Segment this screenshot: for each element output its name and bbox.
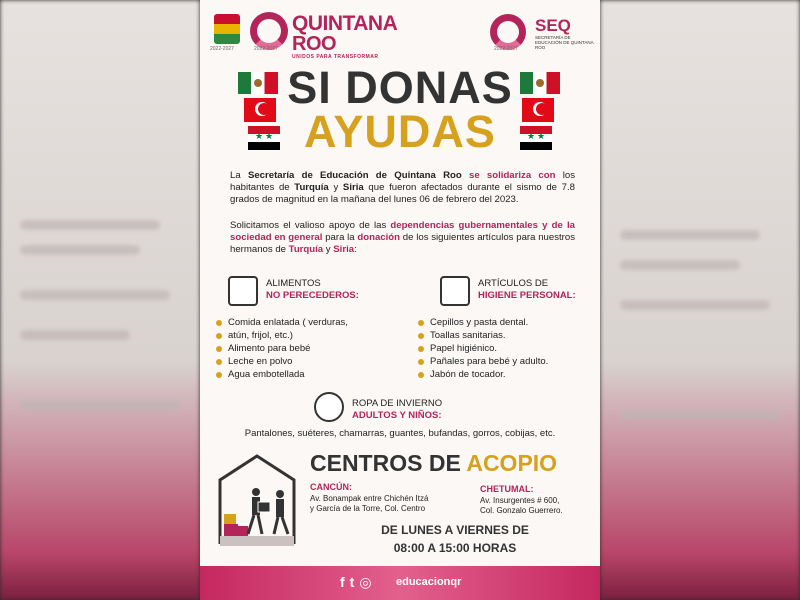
blur-line (620, 230, 760, 240)
title-line2: AYUDAS (304, 106, 496, 157)
chetumal-address (480, 496, 563, 516)
text-segment: y (328, 182, 343, 193)
blur-line (20, 330, 130, 340)
list-item: Agua embotellada (214, 368, 348, 381)
star-icon: ★ (527, 131, 536, 141)
intro-paragraph (230, 170, 575, 206)
text-segment: los habitantes de (230, 170, 576, 193)
cancun-city-label: CANCÚN: (310, 482, 352, 492)
state-emblem-icon (214, 14, 240, 44)
cancun-address (310, 494, 428, 514)
list-item: Comida enlatada ( verduras, (214, 316, 348, 329)
country-name: Turquía (294, 182, 329, 193)
social-handle[interactable]: educacionqr (396, 576, 462, 588)
text-segment: y (323, 244, 334, 255)
text-segment (462, 170, 469, 181)
blur-line (20, 290, 170, 300)
winter-clothes-icon (314, 392, 344, 422)
blur-line (20, 400, 180, 410)
centers-title-part2: ACOPIO (466, 450, 558, 476)
seq-year: 2022-2027 (494, 46, 518, 52)
list-item: Alimento para bebé (214, 342, 348, 355)
seq-name: SEQ (535, 16, 571, 35)
chetumal-address-line1: Av. Insurgentes # 600, (480, 496, 560, 505)
footer-band (200, 566, 600, 600)
list-item: atún, frijol, etc.) (214, 329, 348, 342)
schedule-days: DE LUNES A VIERNES DE (381, 523, 529, 537)
facebook-icon[interactable]: f (340, 574, 345, 590)
brand-name-line2: ROO (292, 33, 337, 55)
twitter-icon[interactable]: t (349, 574, 355, 590)
blur-line (620, 300, 770, 310)
list-item: Leche en polvo (214, 355, 348, 368)
text-segment: Solicitamos el valioso apoyo de las (230, 220, 391, 231)
blur-line (620, 410, 780, 420)
collection-center-illustration (216, 452, 298, 548)
list-item: Pañales para bebé y adulto. (416, 355, 548, 368)
clothing-description: Pantalones, suéteres, chamarras, guantes, bufandas, gorros, cobijas, etc. (244, 428, 556, 439)
request-paragraph (230, 220, 575, 256)
text-segment: para la (322, 232, 358, 243)
centers-title-part1: CENTROS DE (310, 450, 467, 476)
star-icon: ★ (537, 131, 546, 141)
schedule-hours: 08:00 A 15:00 HORAS (393, 541, 517, 555)
food-title: ALIMENTOS (266, 278, 321, 289)
text-segment: La (230, 170, 248, 181)
brand-name-line1: QUINTANA (292, 12, 398, 35)
text-segment: de los siguientes artículos para nuestros hermanos de (230, 232, 575, 255)
donation-poster (200, 0, 600, 600)
blur-line (20, 220, 160, 230)
star-icon: ★ (255, 131, 264, 141)
instagram-icon[interactable]: ◎ (359, 574, 372, 590)
highlight-text: se solidariza con (469, 170, 556, 181)
poster-header (200, 8, 600, 58)
list-item: Papel higiénico. (416, 342, 548, 355)
star-icon: ★ (265, 131, 274, 141)
cancun-address-line2: y García de la Torre, Col. Centro (310, 504, 426, 513)
quintana-roo-logo-icon (250, 12, 288, 50)
list-item: Jabón de tocador. (416, 368, 548, 381)
canned-food-icon (228, 276, 258, 306)
hygiene-products-icon (440, 276, 470, 306)
org-name: Secretaría de Educación de Quintana Roo (247, 170, 462, 181)
title-line1: SI DONAS (287, 62, 513, 113)
chetumal-city-label: CHETUMAL: (480, 484, 534, 494)
highlight-text: dependencias gubernamentales y de la sociedad en general (230, 220, 575, 243)
gov-year: 2022-2027 (210, 46, 234, 52)
hygiene-title: ARTÍCULOS DE (478, 278, 549, 289)
list-item: Toallas sanitarias. (416, 329, 548, 342)
text-segment: que fueron afectados durante el sismo de 7.8 grados de magnitud en la mañana del lunes 06 de febrero del 2023. (230, 182, 575, 205)
social-icons (340, 574, 377, 591)
seq-logo-icon (490, 14, 526, 50)
seq-full-name: SECRETARÍA DE EDUCACIÓN DE QUINTANA ROO (535, 35, 594, 50)
food-category-title (266, 278, 359, 302)
chetumal-address-line2: Col. Gonzalo Guerrero. (480, 506, 563, 515)
food-subtitle: NO PERECEDEROS: (266, 290, 359, 301)
blur-line (620, 260, 740, 270)
food-list (214, 316, 348, 381)
highlight-text: donación (357, 232, 401, 243)
brand-year: 2022-2027 (254, 46, 278, 52)
list-item: Cepillos y pasta dental. (416, 316, 548, 329)
text-segment: : (354, 244, 357, 255)
brand-tagline: UNIDOS PARA TRANSFORMAR (292, 54, 379, 60)
hygiene-subtitle: HIGIENE PERSONAL: (478, 290, 576, 301)
blur-line (20, 245, 140, 255)
country-name: Siria (333, 244, 355, 255)
clothing-title: ROPA DE INVIERNO (352, 398, 443, 409)
cancun-address-line1: Av. Bonampak entre Chichén Itzá (310, 494, 429, 503)
clothing-category-title (352, 398, 442, 422)
background-left-blur (0, 0, 200, 600)
centers-title (310, 450, 557, 477)
hygiene-list (416, 316, 548, 381)
country-name: Turquía (288, 244, 324, 255)
hygiene-category-title (478, 278, 576, 302)
house-boxes-icon (216, 452, 298, 548)
quintana-roo-brand (292, 14, 397, 60)
clothing-subtitle: ADULTOS Y NIÑOS: (352, 410, 442, 421)
background-right-blur (600, 0, 800, 600)
country-name: Siria (342, 182, 364, 193)
